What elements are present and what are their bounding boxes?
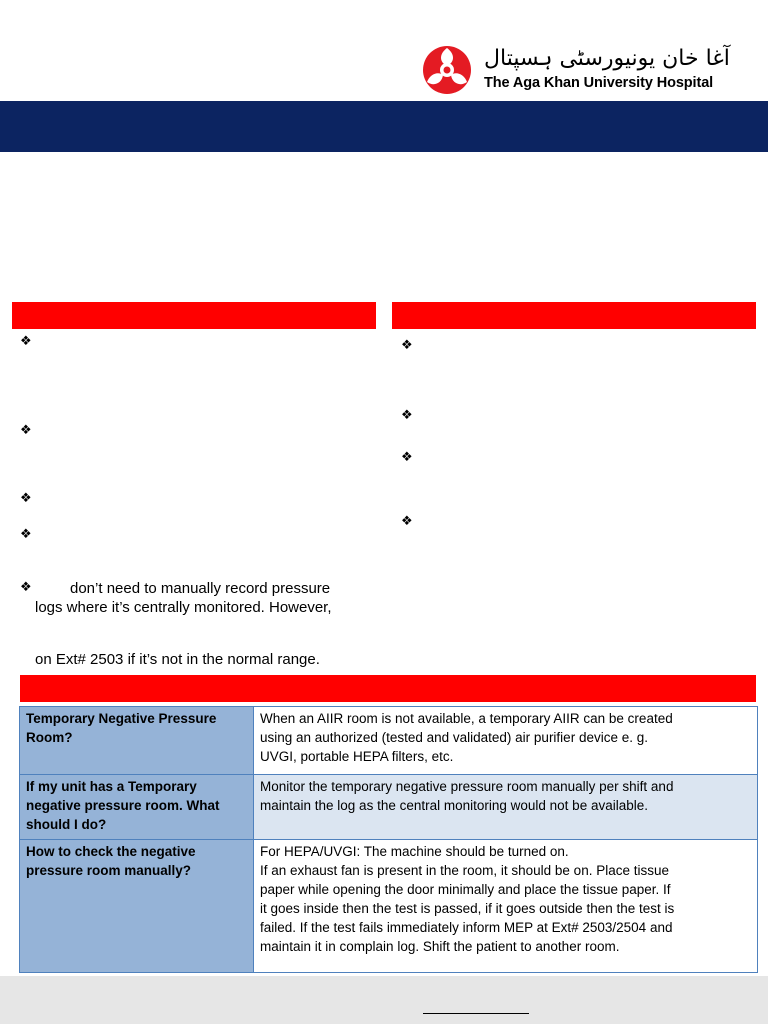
faq-answer xyxy=(254,707,758,775)
bullet-icon: ❖ xyxy=(401,450,413,465)
pressure-log-text-line-1: don’t need to manually record pressure xyxy=(70,580,331,597)
left-section-header-bar xyxy=(12,302,376,329)
bullet-icon: ❖ xyxy=(20,491,32,506)
bullet-icon: ❖ xyxy=(20,423,32,438)
table-row xyxy=(20,840,758,973)
table-row xyxy=(20,775,758,840)
faq-header-bar xyxy=(20,675,756,702)
bullet-icon: ❖ xyxy=(20,334,32,349)
faq-answer-line: When an AIIR room is not available, a temporary AIIR can be created xyxy=(260,711,673,726)
faq-answer-line: failed. If the test fails immediately inform MEP at Ext# 2503/2504 and xyxy=(260,920,673,935)
faq-answer-line: maintain the log as the central monitoring would not be available. xyxy=(260,798,648,813)
faq-answer xyxy=(254,840,758,973)
faq-answer-line: it goes inside then the test is passed, if it goes outside then the test is xyxy=(260,901,675,916)
faq-answer xyxy=(254,775,758,840)
faq-answer-line: For HEPA/UVGI: The machine should be turned on. xyxy=(260,844,569,859)
faq-answer-line: paper while opening the door minimally and place the tissue paper. If xyxy=(260,882,671,897)
hospital-logo xyxy=(418,44,738,96)
faq-table xyxy=(19,706,758,973)
faq-question: How to check the negative pressure room manually? xyxy=(20,840,254,973)
aga-khan-emblem-icon xyxy=(418,44,476,96)
right-section-header-bar xyxy=(392,302,756,329)
page-footer xyxy=(0,976,768,1024)
table-row xyxy=(20,707,758,775)
bullet-icon: ❖ xyxy=(20,527,32,542)
bullet-icon: ❖ xyxy=(20,580,32,595)
faq-answer-line: Monitor the temporary negative pressure room manually per shift and xyxy=(260,779,674,794)
bullet-icon: ❖ xyxy=(401,408,413,423)
faq-question: If my unit has a Temporary negative pressure room. What should I do? xyxy=(20,775,254,840)
faq-question: Temporary Negative Pressure Room? xyxy=(20,707,254,775)
footer-divider-line xyxy=(423,1013,529,1014)
bullet-icon: ❖ xyxy=(401,338,413,353)
title-band xyxy=(0,101,768,152)
faq-answer-line: If an exhaust fan is present in the room, it should be on. Place tissue xyxy=(260,863,669,878)
pressure-log-text-line-2: logs where it’s centrally monitored. However, xyxy=(35,599,332,616)
faq-answer-line: using an authorized (tested and validated) air purifier device e. g. xyxy=(260,730,648,745)
extension-text: on Ext# 2503 if it’s not in the normal range. xyxy=(35,651,320,668)
logo-english-text: The Aga Khan University Hospital xyxy=(484,75,714,91)
faq-answer-line: maintain it in complain log. Shift the patient to another room. xyxy=(260,939,620,954)
logo-urdu-text: آغا خان یونیورسٹی ہسپتال xyxy=(484,46,730,71)
bullet-icon: ❖ xyxy=(401,514,413,529)
faq-answer-line: UVGI, portable HEPA filters, etc. xyxy=(260,749,454,764)
